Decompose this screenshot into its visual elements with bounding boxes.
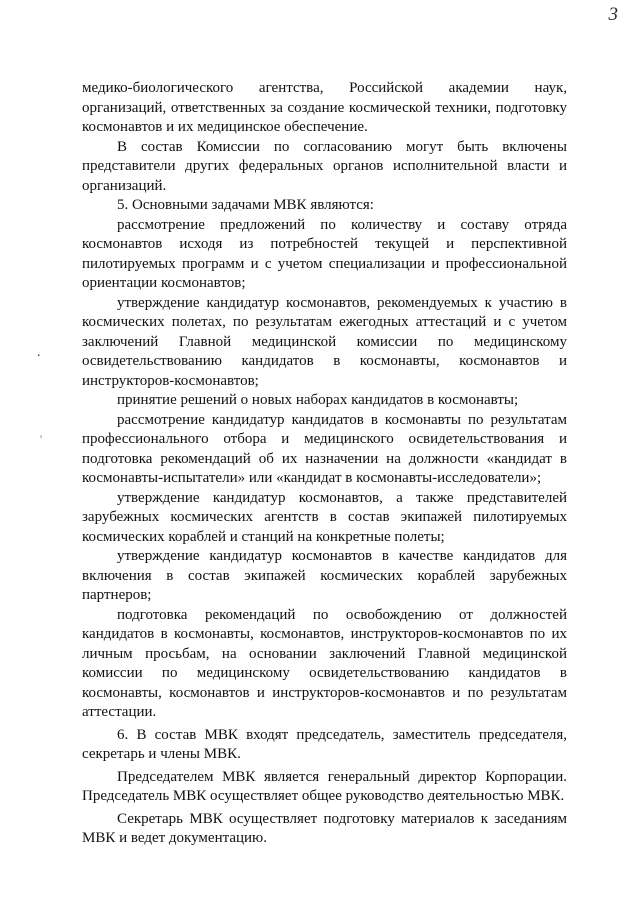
margin-tick-mark: ' bbox=[40, 432, 43, 446]
task-item-proposals: рассмотрение предложений по количеству и составу отряда космонавтов исходя из потребностей текущей и перспективной пилотируемых программ и с учетом специализации и профессиональной ориентации космонавтов; bbox=[82, 216, 567, 291]
task-item-new-recruitment: принятие решений о новых наборах кандидатов в космонавты; bbox=[117, 392, 519, 408]
section-5-heading: 5. Основными задачами МВК являются: bbox=[117, 197, 374, 213]
paragraph-secretary: Секретарь МВК осуществляет подготовку материалов к заседаниям МВК и ведет документацию. bbox=[82, 810, 567, 846]
paragraph-chairman: Председателем МВК является генеральный директор Корпорации. Председатель МВК осуществляет общее руководство деятельностью МВК. bbox=[82, 768, 567, 804]
page-number: 3 bbox=[608, 4, 618, 25]
section-6-composition: 6. В состав МВК входят председатель, заместитель председателя, секретарь и члены МВК. bbox=[82, 726, 567, 762]
task-item-approval-flights: утверждение кандидатур космонавтов, рекомендуемых к участию в космических полетах, по результатам ежегодных аттестаций и с учетом заключений Главной медицинской комиссии по медицинскому освидетельствованию кандидатов в космонавты, космонавтов и инструкторов-космонавтов; bbox=[82, 294, 567, 389]
task-item-foreign-crews: утверждение кандидатур космонавтов в качестве кандидатов для включения в состав экипажей космических кораблей зарубежных партнеров; bbox=[82, 548, 567, 603]
document-body bbox=[82, 79, 567, 849]
task-item-dismissal: подготовка рекомендаций по освобождению от должностей кандидатов в космонавты, космонавтов, инструкторов-космонавтов по их личным просьбам, на основании заключений Главной медицинской комиссии по медицинскому освидетельствованию кандидатов в космонавты, космонавтов и инструкторов-космонавтов и по результатам аттестации. bbox=[82, 606, 567, 720]
margin-dot-mark: . bbox=[37, 345, 41, 360]
paragraph-commission-composition: В состав Комиссии по согласованию могут быть включены представители других федеральных органов исполнительной власти и организаций. bbox=[82, 138, 567, 194]
task-item-crew-approval: утверждение кандидатур космонавтов, а также представителей зарубежных космических агентств в состав экипажей пилотируемых космических кораблей и станций на конкретные полеты; bbox=[82, 489, 567, 545]
task-item-candidate-review: рассмотрение кандидатур кандидатов в космонавты по результатам профессионального отбора и медицинского освидетельствования и подготовка рекомендаций об их назначении на должности «кандидат в космонавты-испытатели» или «кандидат в космонавты-исследователи»; bbox=[82, 411, 567, 486]
paragraph-agencies-continuation: медико-биологического агентства, Российской академии наук, организаций, ответственных за создание космической техники, подготовку космонавтов и их медицинское обеспечение. bbox=[82, 80, 567, 135]
